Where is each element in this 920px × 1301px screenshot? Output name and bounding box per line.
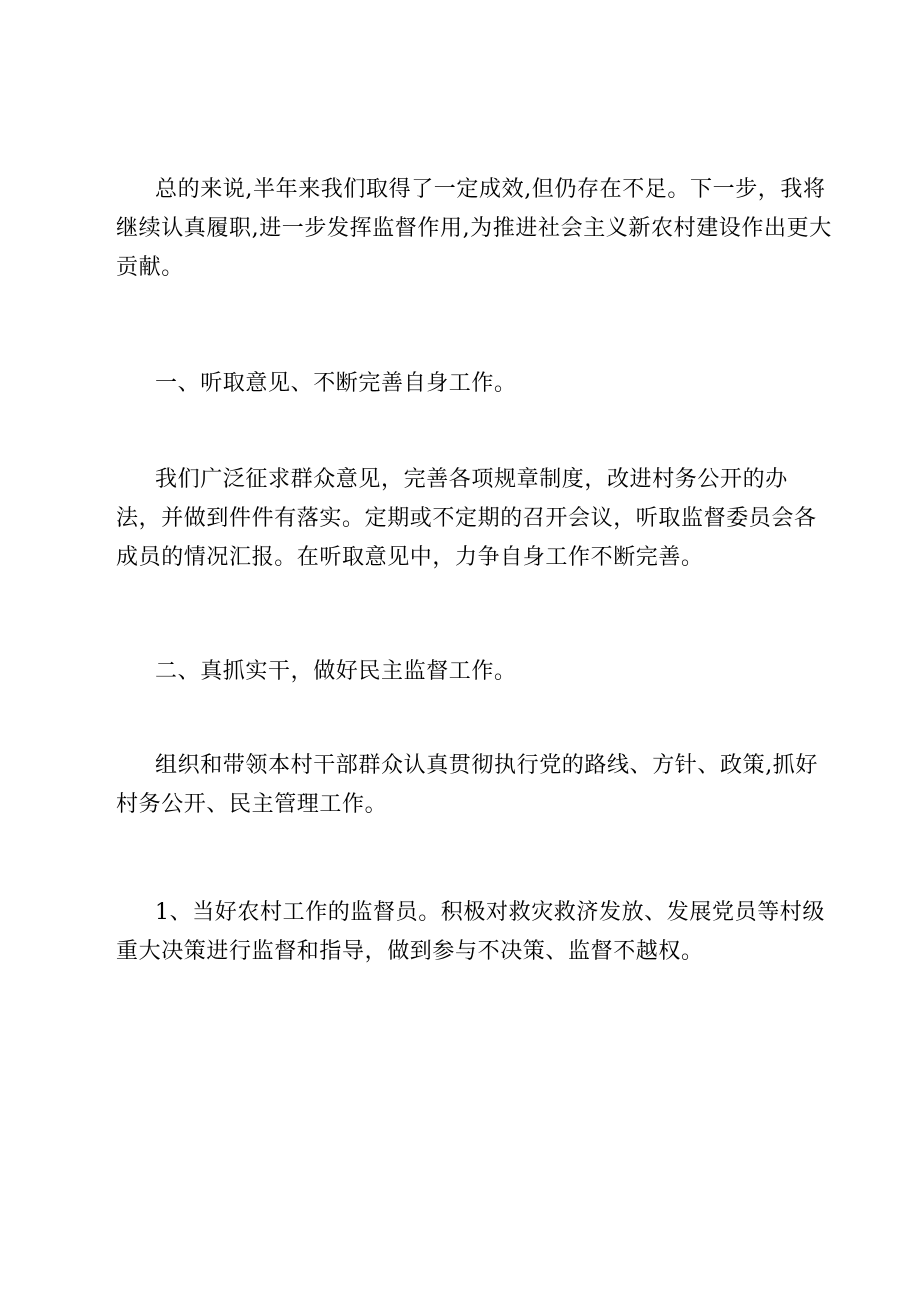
section-heading-1: 一、听取意见、不断完善自身工作。 [155, 371, 517, 396]
paragraph-item-1: 1、当好农村工作的监督员。积极对救灾救济发放、发展党员等村级重大决策进行监督和指导，做到参与不决策、监督不越权。 [116, 900, 825, 964]
paragraph-section-2: 组织和带领本村干部群众认真贯彻执行党的路线、方针、政策,抓好村务公开、民主管理工作。 [116, 753, 818, 817]
paragraph-summary: 总的来说,半年来我们取得了一定成效,但仍存在不足。下一步，我将继续认真履职,进一步发挥监督作用,为推进社会主义新农村建设作出更大贡献。 [116, 177, 832, 280]
paragraph-section-1: 我们广泛征求群众意见，完善各项规章制度，改进村务公开的办法，并做到件件有落实。定期或不定期的召开会议，听取监督委员会各成员的情况汇报。在听取意见中，力争自身工作不断完善。 [116, 467, 817, 570]
section-heading-2: 二、真抓实干，做好民主监督工作。 [155, 659, 517, 684]
